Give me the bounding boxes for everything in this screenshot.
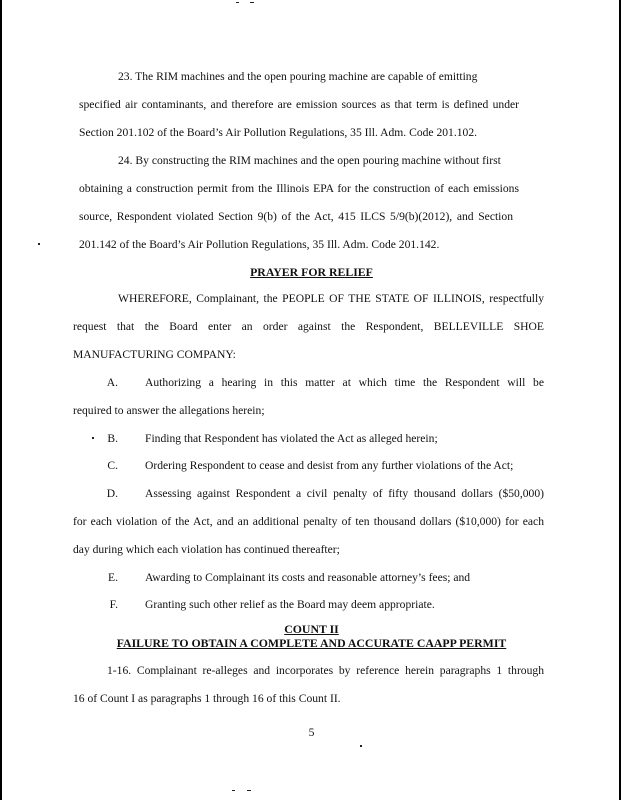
prayer-item-f-line-1: Granting such other relief as the Board may deem appropriate. xyxy=(145,598,435,611)
prayer-item-d-line-2: for each violation of the Act, and an additional penalty of ten thousand dollars ($10,000) for each xyxy=(73,515,544,528)
para-24-line-1: 24. By constructing the RIM machines and the open pouring machine without first xyxy=(118,154,501,167)
scan-speck xyxy=(38,243,40,245)
prayer-item-d-line-3: day during which each violation has continued thereafter; xyxy=(73,543,340,556)
scan-speck xyxy=(360,745,362,747)
prayer-item-d-marker: D. xyxy=(106,487,118,500)
prayer-item-c-marker: C. xyxy=(107,459,118,472)
prayer-item-a-line-1: Authorizing a hearing in this matter at which time the Respondent will be xyxy=(145,376,544,389)
count-ii-title: FAILURE TO OBTAIN A COMPLETE AND ACCURATE CAAPP PERMIT xyxy=(116,636,507,650)
scan-speck xyxy=(247,790,251,791)
prayer-intro-line-2: request that the Board enter an order against the Respondent, BELLEVILLE SHOE xyxy=(73,320,544,333)
prayer-heading: PRAYER FOR RELIEF xyxy=(250,265,373,279)
prayer-item-a-marker: A. xyxy=(106,376,118,389)
prayer-item-e-marker: E. xyxy=(108,571,118,584)
prayer-item-b-marker: B. xyxy=(107,432,118,445)
para-23-line-3: Section 201.102 of the Board’s Air Pollution Regulations, 35 Ill. Adm. Code 201.102. xyxy=(79,126,478,139)
prayer-item-b-line-1: Finding that Respondent has violated the Act as alleged herein; xyxy=(145,432,438,445)
para-24-line-2: obtaining a construction permit from the Illinois EPA for the construction of each emissions xyxy=(79,182,519,195)
prayer-item-e-line-1: Awarding to Complainant its costs and reasonable attorney’s fees; and xyxy=(145,571,471,584)
scan-speck xyxy=(250,2,254,3)
prayer-item-d-line-1: Assessing against Respondent a civil penalty of fifty thousand dollars ($50,000) xyxy=(145,487,544,500)
prayer-item-a-line-2: required to answer the allegations herein; xyxy=(73,404,265,417)
scan-speck xyxy=(232,790,235,791)
para-23-line-1: 23. The RIM machines and the open pouring machine are capable of emitting xyxy=(118,70,478,83)
scan-edge-left xyxy=(0,0,2,800)
page-number: 5 xyxy=(308,726,315,739)
scan-speck xyxy=(92,437,94,439)
scan-speck xyxy=(236,2,239,3)
para-24-line-4: 201.142 of the Board’s Air Pollution Regulations, 35 Ill. Adm. Code 201.142. xyxy=(79,238,440,251)
scan-edge-right xyxy=(619,0,621,800)
prayer-intro-line-1: WHEREFORE, Complainant, the PEOPLE OF THE STATE OF ILLINOIS, respectfully xyxy=(118,292,544,305)
count-ii-line-2: 16 of Count I as paragraphs 1 through 16 of this Count II. xyxy=(73,692,341,705)
count-ii-heading: COUNT II xyxy=(284,622,339,636)
prayer-item-c-line-1: Ordering Respondent to cease and desist from any further violations of the Act; xyxy=(145,459,514,472)
para-24-line-3: source, Respondent violated Section 9(b) of the Act, 415 ILCS 5/9(b)(2012), and Section xyxy=(79,210,513,223)
prayer-intro-line-3: MANUFACTURING COMPANY: xyxy=(73,348,236,361)
para-23-line-2: specified air contaminants, and therefore are emission sources as that term is defined under xyxy=(79,98,519,111)
count-ii-line-1: 1-16. Complainant re-alleges and incorporates by reference herein paragraphs 1 through xyxy=(107,664,544,677)
prayer-item-f-marker: F. xyxy=(109,598,118,611)
